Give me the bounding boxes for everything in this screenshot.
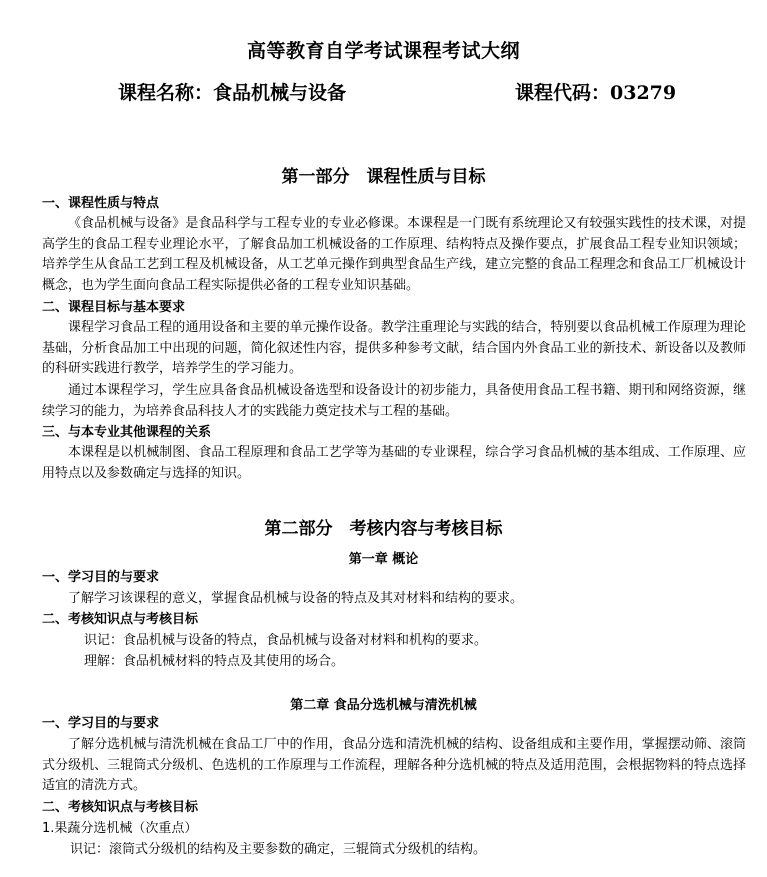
chapter1-title: 第一章 概论	[348, 552, 419, 567]
document-title: 高等教育自学考试课程考试大纲	[246, 40, 520, 62]
chapter2-item1: 1.果蔬分选机械（次重点）	[42, 821, 198, 836]
course-name: 课程名称：食品机械与设备	[118, 82, 347, 104]
part1-section2-heading: 二、课程目标与基本要求	[42, 300, 186, 315]
chapter1-section1-heading: 一、学习目的与要求	[42, 570, 160, 585]
chapter1-knowledge-memorize: 识记：食品机械与设备的特点，食品机械与设备对材料和机构的要求。	[84, 633, 488, 648]
chapter2-section1-paragraph: 了解分选机械与清洗机械在食品工厂中的作用，食品分选和清洗机械的结构、设备组成和主要作用，掌握摆动筛、滚筒式分级机、三辊筒式分级机、色选机的工作原理与工作流程，理解各种分选机械的特点及适用范围，会根据物料的特点选择适宜的清洗方式。	[42, 737, 746, 794]
chapter1-section1-paragraph: 了解学习该课程的意义，掌握食品机械与设备的特点及其对材料和结构的要求。	[68, 591, 524, 606]
course-code: 课程代码：03279	[515, 82, 677, 104]
part1-section1-paragraph: 《食品机械与设备》是食品科学与工程专业的专业必修课。本课程是一门既有系统理论又有较强实践性的技术课，对提高学生的食品工程专业理论水平，了解食品加工机械设备的工作原理、结构特点及操作要点，扩展食品工程专业知识领域；培养学生从食品工艺到工程及机械设备，从工艺单元操作到典型食品生产线，建立完整的食品工程理念和食品工厂机械设计概念，也为学生面向食品工程实际提供必备的工程专业知识基础。	[42, 216, 746, 293]
chapter2-section1-heading: 一、学习目的与要求	[42, 716, 160, 731]
part1-section2-paragraph1: 课程学习食品工程的通用设备和主要的单元操作设备。教学注重理论与实践的结合，特别要以食品机械工作原理为理论基础，分析食品加工中出现的问题，简化叙述性内容，提供多种参考文献，结合国内外食品工业的新技术、新设备以及教师的科研实践进行教学，培养学生的学习能力。	[42, 320, 746, 377]
part2-title: 第二部分 考核内容与考核目标	[264, 519, 503, 539]
part1-section3-heading: 三、与本专业其他课程的关系	[42, 425, 212, 440]
chapter1-section2-heading: 二、考核知识点与考核目标	[42, 612, 199, 627]
part1-section2-paragraph2: 通过本课程学习，学生应具备食品机械设备选型和设备设计的初步能力，具备使用食品工程书籍、期刊和网络资源，继续学习的能力，为培养食品科技人才的实践能力奠定技术与工程的基础。	[42, 383, 746, 419]
chapter2-section2-heading: 二、考核知识点与考核目标	[42, 800, 199, 815]
chapter2-title: 第二章 食品分选机械与清洗机械	[290, 698, 477, 713]
chapter2-item1-knowledge: 识记：滚筒式分级机的结构及主要参数的确定，三辊筒式分级机的结构。	[70, 842, 487, 857]
part1-section1-heading: 一、课程性质与特点	[42, 196, 160, 211]
part1-section3-paragraph: 本课程是以机械制图、食品工程原理和食品工艺学等为基础的专业课程，综合学习食品机械的基本组成、工作原理、应用特点以及参数确定与选择的知识。	[42, 445, 746, 481]
chapter1-knowledge-understand: 理解：食品机械材料的特点及其使用的场合。	[84, 654, 345, 669]
part1-title: 第一部分 课程性质与目标	[281, 167, 486, 187]
